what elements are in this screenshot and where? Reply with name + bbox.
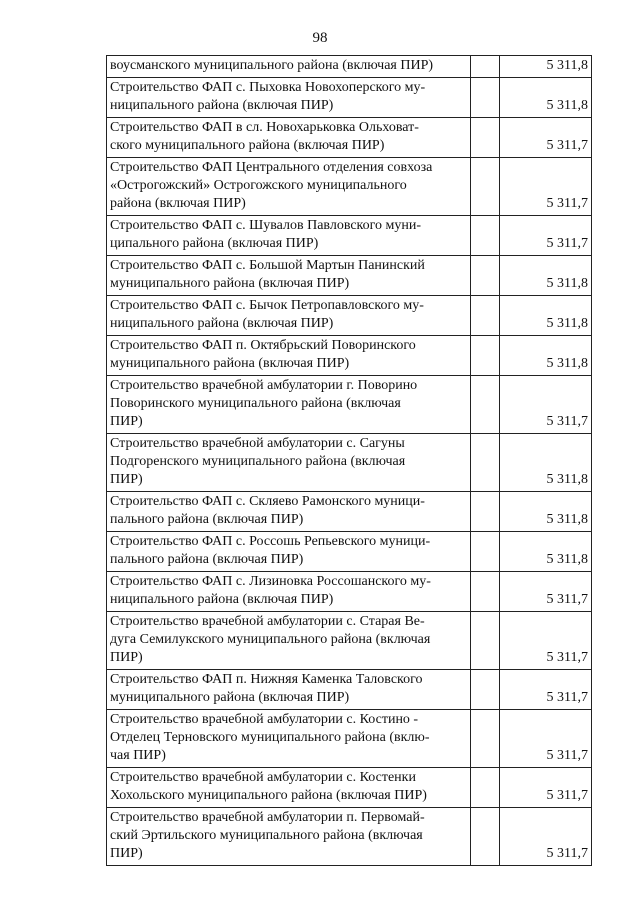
table-row <box>107 56 592 78</box>
project-name-line: муниципального района (включая ПИР) <box>110 690 350 705</box>
empty-cell <box>471 434 500 492</box>
empty-cell <box>471 572 500 612</box>
table-row <box>107 612 592 670</box>
project-name-line: Поворинского муниципального района (включая <box>110 396 401 411</box>
amount-cell: 5 311,7 <box>500 216 592 256</box>
project-name-line: Строительство врачебной амбулатории с. Костенки <box>110 770 416 785</box>
project-name-cell <box>107 768 471 808</box>
project-name-cell <box>107 118 471 158</box>
empty-cell <box>471 492 500 532</box>
project-name-cell <box>107 670 471 710</box>
project-name-line: ципального района (включая ПИР) <box>110 236 319 251</box>
amount-cell: 5 311,8 <box>500 56 592 78</box>
project-name-cell <box>107 710 471 768</box>
project-name-cell <box>107 808 471 866</box>
project-name-line: Хохольского муниципального района (включая ПИР) <box>110 788 427 803</box>
empty-cell <box>471 78 500 118</box>
amount-cell: 5 311,7 <box>500 572 592 612</box>
project-name-line: Отделец Терновского муниципального района (вклю- <box>110 730 430 745</box>
project-name-line: Строительство ФАП с. Большой Мартын Панинский <box>110 258 425 273</box>
table-row <box>107 434 592 492</box>
project-name-line: Строительство ФАП с. Бычок Петропавловского му- <box>110 298 424 313</box>
project-name-line: ниципального района (включая ПИР) <box>110 592 334 607</box>
empty-cell <box>471 670 500 710</box>
amount-cell: 5 311,8 <box>500 296 592 336</box>
project-name-line: Строительство врачебной амбулатории с. Старая Ве- <box>110 614 425 629</box>
table-row <box>107 532 592 572</box>
project-name-cell <box>107 158 471 216</box>
project-name-line: ского муниципального района (включая ПИР) <box>110 138 385 153</box>
project-name-line: ниципального района (включая ПИР) <box>110 98 334 113</box>
amount-cell: 5 311,7 <box>500 612 592 670</box>
project-name-line: муниципального района (включая ПИР) <box>110 356 350 371</box>
table-row <box>107 768 592 808</box>
project-name-line: Строительство врачебной амбулатории г. Поворино <box>110 378 418 393</box>
project-name-line: ниципального района (включая ПИР) <box>110 316 334 331</box>
amount-cell: 5 311,8 <box>500 78 592 118</box>
project-name-line: Строительство врачебной амбулатории с. Сагуны <box>110 436 405 451</box>
empty-cell <box>471 768 500 808</box>
empty-cell <box>471 216 500 256</box>
empty-cell <box>471 710 500 768</box>
table-body <box>107 56 592 866</box>
table-row <box>107 118 592 158</box>
amount-cell: 5 311,7 <box>500 118 592 158</box>
empty-cell <box>471 56 500 78</box>
project-name-cell <box>107 78 471 118</box>
project-name-line: Строительство ФАП п. Октябрьский Поворинского <box>110 338 416 353</box>
project-name-cell <box>107 216 471 256</box>
empty-cell <box>471 296 500 336</box>
project-name-line: Строительство ФАП с. Шувалов Павловского муни- <box>110 218 422 233</box>
amount-cell: 5 311,7 <box>500 670 592 710</box>
table-row <box>107 808 592 866</box>
amount-cell: 5 311,8 <box>500 336 592 376</box>
project-name-line: чая ПИР) <box>110 748 166 763</box>
project-name-line: Строительство ФАП с. Пыховка Новохоперского му- <box>110 80 426 95</box>
project-name-line: муниципального района (включая ПИР) <box>110 276 350 291</box>
amount-cell: 5 311,8 <box>500 434 592 492</box>
amount-cell: 5 311,7 <box>500 808 592 866</box>
project-name-line: дуга Семилукского муниципального района (включая <box>110 632 431 647</box>
table-row <box>107 216 592 256</box>
amount-cell: 5 311,7 <box>500 158 592 216</box>
empty-cell <box>471 612 500 670</box>
project-name-cell <box>107 256 471 296</box>
table-row <box>107 296 592 336</box>
project-name-cell <box>107 492 471 532</box>
project-name-line: района (включая ПИР) <box>110 196 246 211</box>
project-name-cell <box>107 296 471 336</box>
page-number: 98 <box>312 30 328 46</box>
empty-cell <box>471 808 500 866</box>
project-name-cell <box>107 532 471 572</box>
empty-cell <box>471 158 500 216</box>
table-row <box>107 710 592 768</box>
project-name-line: Подгоренского муниципального района (включая <box>110 454 406 469</box>
project-name-cell <box>107 336 471 376</box>
project-name-line: Строительство ФАП п. Нижняя Каменка Таловского <box>110 672 423 687</box>
empty-cell <box>471 376 500 434</box>
amount-cell: 5 311,8 <box>500 256 592 296</box>
project-name-cell <box>107 56 471 78</box>
project-name-line: пального района (включая ПИР) <box>110 552 304 567</box>
project-name-line: пального района (включая ПИР) <box>110 512 304 527</box>
project-name-cell <box>107 376 471 434</box>
project-name-cell <box>107 434 471 492</box>
project-name-line: «Острогожский» Острогожского муниципального <box>110 178 407 193</box>
empty-cell <box>471 532 500 572</box>
project-name-line: ПИР) <box>110 650 143 665</box>
project-name-cell <box>107 572 471 612</box>
table-row <box>107 572 592 612</box>
project-name-line: Строительство ФАП в сл. Новохарьковка Ольховат- <box>110 120 419 135</box>
project-name-line: Строительство врачебной амбулатории п. Первомай- <box>110 810 425 825</box>
amount-cell: 5 311,8 <box>500 492 592 532</box>
project-name-line: ПИР) <box>110 846 143 861</box>
project-name-line: Строительство ФАП с. Скляево Рамонского муници- <box>110 494 425 509</box>
amount-cell: 5 311,7 <box>500 710 592 768</box>
amount-cell: 5 311,8 <box>500 532 592 572</box>
project-name-line: Строительство ФАП Центрального отделения совхоза <box>110 160 433 175</box>
table-row <box>107 492 592 532</box>
table-row <box>107 256 592 296</box>
project-name-line: Строительство врачебной амбулатории с. Костино - <box>110 712 419 727</box>
table-row <box>107 158 592 216</box>
project-name-line: ПИР) <box>110 414 143 429</box>
amount-cell: 5 311,7 <box>500 768 592 808</box>
project-name-line: ПИР) <box>110 472 143 487</box>
project-name-line: Строительство ФАП с. Россошь Репьевского муници- <box>110 534 431 549</box>
empty-cell <box>471 336 500 376</box>
project-name-line: Строительство ФАП с. Лизиновка Россошанского му- <box>110 574 431 589</box>
table-row <box>107 78 592 118</box>
empty-cell <box>471 256 500 296</box>
amount-cell: 5 311,7 <box>500 376 592 434</box>
project-name-line: ский Эртильского муниципального района (включая <box>110 828 423 843</box>
table-row <box>107 376 592 434</box>
project-name-cell <box>107 612 471 670</box>
table-row <box>107 670 592 710</box>
project-name-line: воусманского муниципального района (включая ПИР) <box>110 58 434 73</box>
table-row <box>107 336 592 376</box>
empty-cell <box>471 118 500 158</box>
budget-table <box>106 55 592 866</box>
